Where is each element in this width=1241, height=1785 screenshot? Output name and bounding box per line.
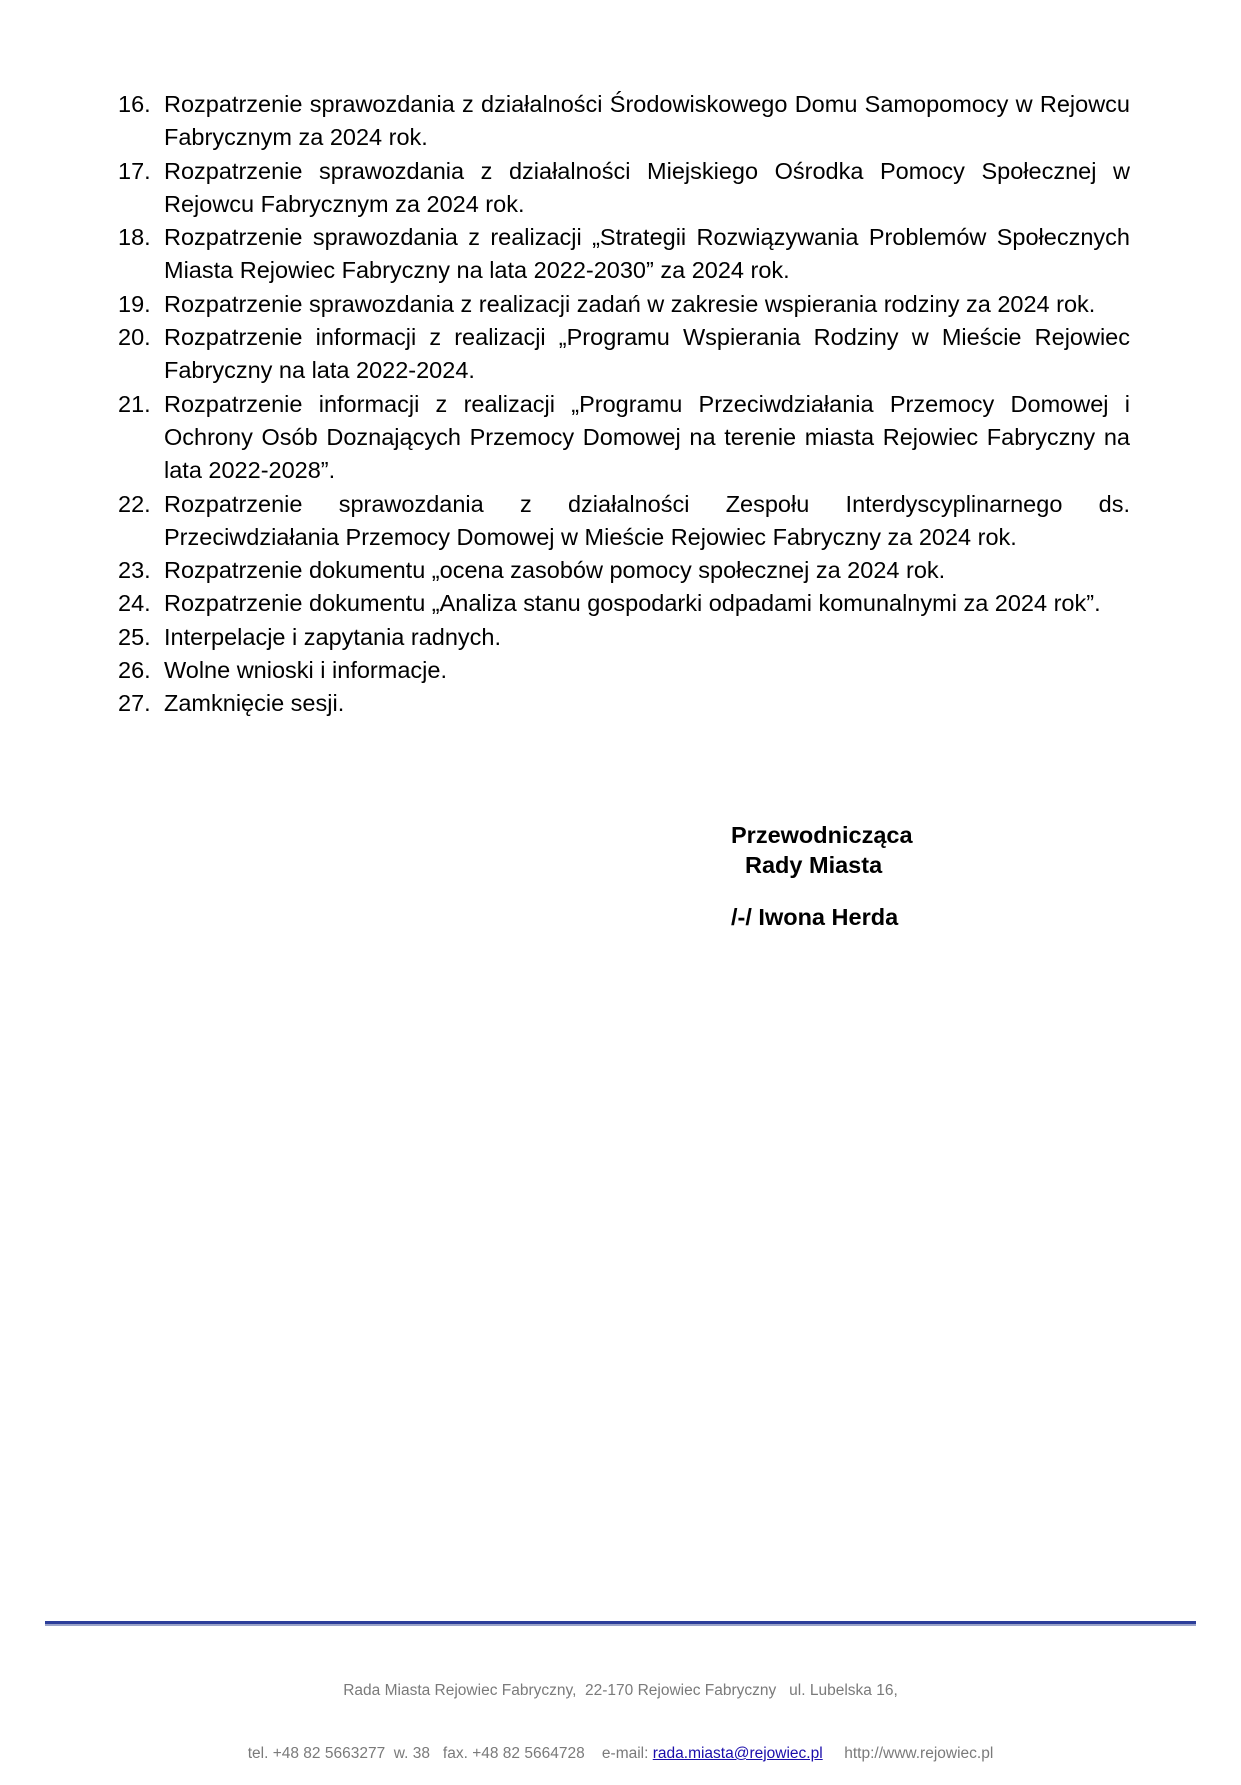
footer-website[interactable]: http://www.rejowiec.pl [844,1745,994,1762]
agenda-text: Rozpatrzenie informacji z realizacji „Programu Przeciwdziałania Przemocy Domowej i Ochrony Osób Doznających Przemocy Domowej na terenie miasta Rejowiec Fabryczny na lata 2022-2028”. [164,390,1130,484]
agenda-text: Rozpatrzenie sprawozdania z realizacji „Strategii Rozwiązywania Problemów Społecznych Miasta Rejowiec Fabryczny na lata 2022-2030” za 2024 rok. [164,224,1130,284]
footer-contact [0,1743,1241,1764]
agenda-list [118,88,1130,721]
footer-divider [45,1621,1196,1624]
agenda-item-22 [118,488,1130,555]
agenda-item-26 [118,654,1130,687]
agenda-number: 22. [118,490,151,517]
agenda-number: 25. [118,623,151,650]
agenda-text: Interpelacje i zapytania radnych. [164,623,502,650]
agenda-number: 16. [118,91,151,117]
footer-phone-fax: tel. +48 82 5663277 w. 38 fax. +48 82 5664728 e-mail: [247,1745,653,1762]
signature-council: Rady Miasta [745,852,883,878]
agenda-item-27 [118,687,1130,720]
signature-role: Przewodnicząca [731,822,913,848]
agenda-number: 23. [118,557,151,584]
agenda-text: Rozpatrzenie dokumentu „ocena zasobów pomocy społecznej za 2024 rok. [164,557,946,584]
agenda-number: 24. [118,590,151,617]
agenda-item-25 [118,621,1130,654]
agenda-number: 21. [118,390,151,417]
agenda-number: 18. [118,224,151,251]
agenda-item-24 [118,587,1130,620]
signature-block [731,820,913,932]
agenda-item-17 [118,155,1130,222]
agenda-number: 17. [118,157,151,184]
agenda-number: 26. [118,657,151,684]
agenda-text: Zamknięcie sesji. [164,690,345,717]
agenda-number: 27. [118,690,151,717]
footer [0,1638,1241,1785]
footer-email-link[interactable]: rada.miasta@rejowiec.pl [652,1745,823,1762]
agenda-item-21 [118,388,1130,488]
footer-spacer [823,1745,845,1762]
agenda-item-20 [118,321,1130,388]
agenda-text: Wolne wnioski i informacje. [164,657,447,684]
agenda-text: Rozpatrzenie sprawozdania z działalności Miejskiego Ośrodka Pomocy Społecznej w Rejowcu Fabrycznym za 2024 rok. [164,157,1130,217]
footer-address: Rada Miasta Rejowiec Fabryczny, 22-170 Rejowiec Fabryczny ul. Lubelska 16, [343,1682,898,1699]
agenda-number: 20. [118,324,151,351]
agenda-item-18 [118,221,1130,288]
agenda-text: Rozpatrzenie sprawozdania z realizacji zadań w zakresie wspierania rodziny za 2024 rok. [164,290,1096,317]
agenda-text: Rozpatrzenie dokumentu „Analiza stanu gospodarki odpadami komunalnymi za 2024 rok”. [164,590,1101,617]
agenda-text: Rozpatrzenie sprawozdania z działalności Środowiskowego Domu Samopomocy w Rejowcu Fabrycznym za 2024 rok. [164,91,1130,151]
agenda-number: 19. [118,290,151,317]
agenda-item-16 [118,88,1130,155]
agenda-item-19 [118,288,1130,321]
agenda-text: Rozpatrzenie sprawozdania z działalności Zespołu Interdyscyplinarnego ds. Przeciwdziałania Przemocy Domowej w Mieście Rejowiec Fabryczny za 2024 rok. [164,490,1130,550]
agenda-item-23 [118,554,1130,587]
signature-signer: /-/ Iwona Herda [731,904,899,930]
agenda-text: Rozpatrzenie informacji z realizacji „Programu Wspierania Rodziny w Mieście Rejowiec Fabryczny na lata 2022-2024. [164,324,1130,384]
